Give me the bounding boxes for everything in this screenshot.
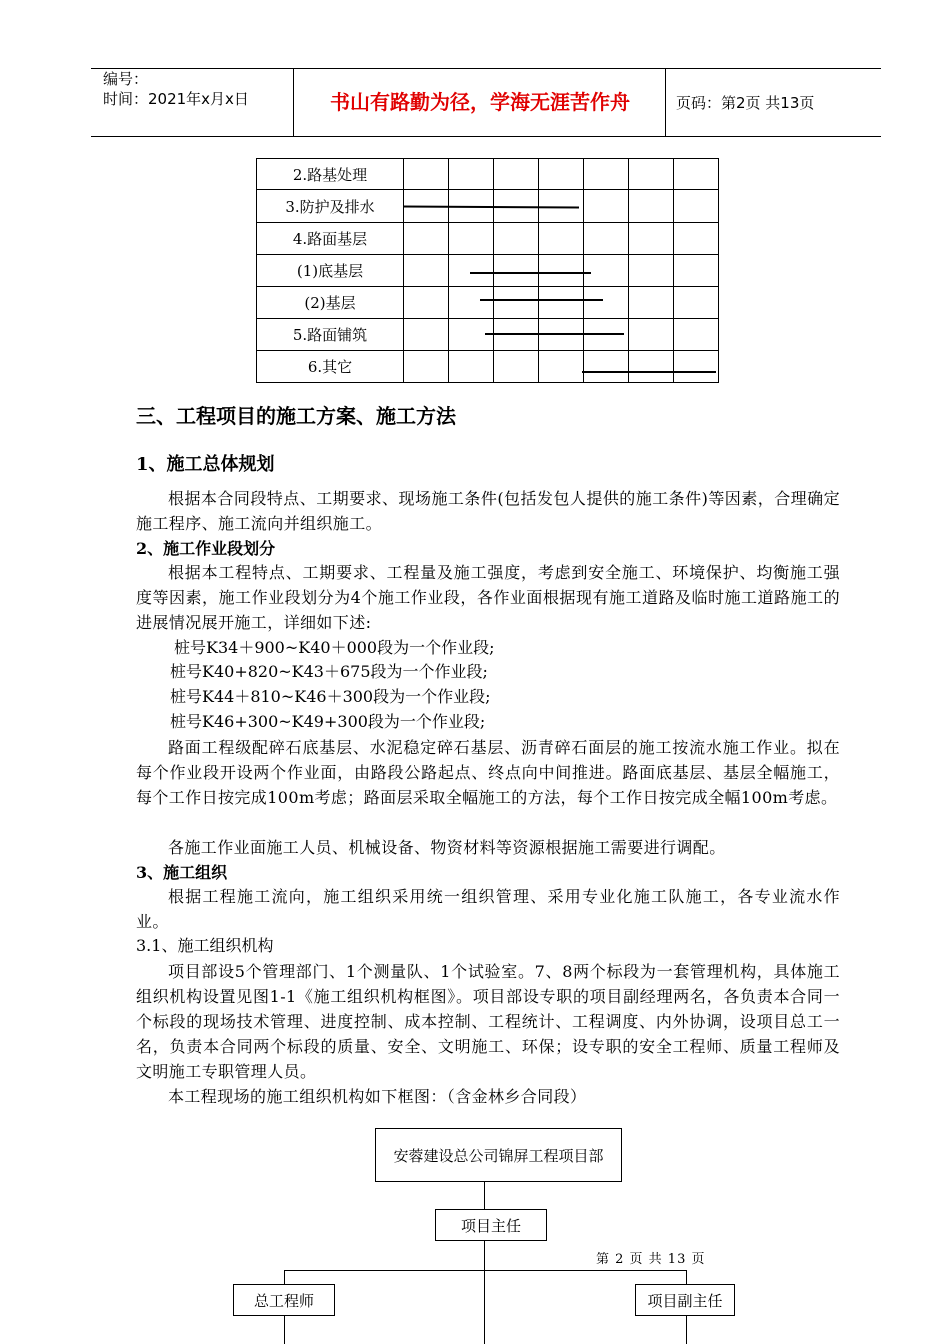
schedule-table: [256, 158, 719, 383]
doc-time: 时间：2021年x月x日: [103, 90, 249, 108]
segment-line: 桩号K46+300~K49+300段为一个作业段;: [170, 712, 486, 731]
paragraph: 根据工程施工流向，施工组织采用统一组织管理、采用专业化施工队施工，各专业流水作业。: [136, 887, 840, 931]
row-label: 3.防护及排水: [257, 190, 404, 223]
table-row: [257, 351, 719, 383]
gantt-bar: [480, 299, 603, 301]
subsection-title: 3、施工组织: [136, 863, 228, 882]
org-connector: [284, 1270, 686, 1271]
table-row: [257, 223, 719, 255]
org-connector: [284, 1270, 285, 1284]
org-box-deputy-manager: 项目副主任: [635, 1284, 735, 1316]
paragraph: 路面工程级配碎石底基层、水泥稳定碎石基层、沥青碎石面层的施工按流水施工作业。拟在每个作业段开设两个作业面，由路段公路起点、终点向中间推进。路面底基层、基层全幅施工，每个工作日按完成100m考虑；路面层采取全幅施工的方法，每个工作日按完成全幅100m考虑。: [136, 738, 840, 807]
row-label: (1)底基层: [257, 255, 404, 287]
segment-line: 桩号K40+820~K43＋675段为一个作业段;: [170, 662, 488, 681]
segment-line: 桩号K44＋810~K46＋300段为一个作业段;: [170, 687, 491, 706]
org-connector: [284, 1315, 285, 1344]
org-box-project-department: 安蓉建设总公司锦屏工程项目部: [375, 1128, 622, 1182]
table-row: [257, 159, 719, 190]
header-bottom-rule: [91, 136, 881, 137]
row-label: 5.路面铺筑: [257, 319, 404, 351]
org-connector: [484, 1181, 485, 1209]
org-connector: [484, 1240, 485, 1344]
page-indicator: 页码：第2页 共13页: [676, 94, 815, 112]
org-box-chief-engineer: 总工程师: [233, 1284, 335, 1316]
org-box-manager: 项目主任: [435, 1209, 547, 1241]
subsection-title: 3.1、施工组织机构: [136, 936, 274, 955]
paragraph: 项目部设5个管理部门、1个测量队、1个试验室。7、8两个标段为一套管理机构，具体施工组织机构设置见图1-1《施工组织机构框图》。项目部设专职的项目副经理两名，各负责本合同一个标段的现场技术管理、进度控制、成本控制、工程统计、工程调度、内外协调，设项目总工一名，负责本合同两个标段的质量、安全、文明施工、环保；设专职的安全工程师、质量工程师及文明施工专职管理人员。: [136, 962, 840, 1081]
doc-number: 编号：: [103, 70, 149, 88]
subsection-title: 2、施工作业段划分: [136, 539, 276, 558]
paragraph: 根据本合同段特点、工期要求、现场施工条件(包括发包人提供的施工条件)等因素，合理确定施工程序、施工流向并组织施工。: [136, 489, 840, 533]
org-connector: [686, 1270, 687, 1284]
segment-line: 桩号K34＋900~K40＋000段为一个作业段;: [174, 638, 495, 657]
row-label: 2.路基处理: [257, 159, 404, 190]
table-row: [257, 255, 719, 287]
paragraph: 各施工作业面施工人员、机械设备、物资材料等资源根据施工需要进行调配。: [168, 838, 726, 857]
header-motto: 书山有路勤为径，学海无涯苦作舟: [330, 90, 630, 114]
org-connector: [686, 1315, 687, 1344]
section-title: 三、工程项目的施工方案、施工方法: [136, 404, 456, 428]
subsection-title: 1、施工总体规划: [136, 454, 275, 475]
table-row: [257, 287, 719, 319]
paragraph: 本工程现场的施工组织机构如下框图：（含金林乡合同段）: [168, 1087, 587, 1106]
gantt-bar: [485, 333, 624, 335]
gantt-bar: [470, 272, 591, 274]
gantt-bar: [582, 371, 716, 373]
row-label: 4.路面基层: [257, 223, 404, 255]
row-label: 6.其它: [257, 351, 404, 383]
page-footer: 第 2 页 共 13 页: [596, 1252, 706, 1267]
paragraph: 根据本工程特点、工期要求、工程量及施工强度，考虑到安全施工、环境保护、均衡施工强度等因素，施工作业段划分为4个施工作业段，各作业面根据现有施工道路及临时施工道路施工的进展情况展开施工，详细如下述:: [136, 563, 840, 632]
row-label: (2)基层: [257, 287, 404, 319]
header-top-rule: [91, 68, 881, 69]
